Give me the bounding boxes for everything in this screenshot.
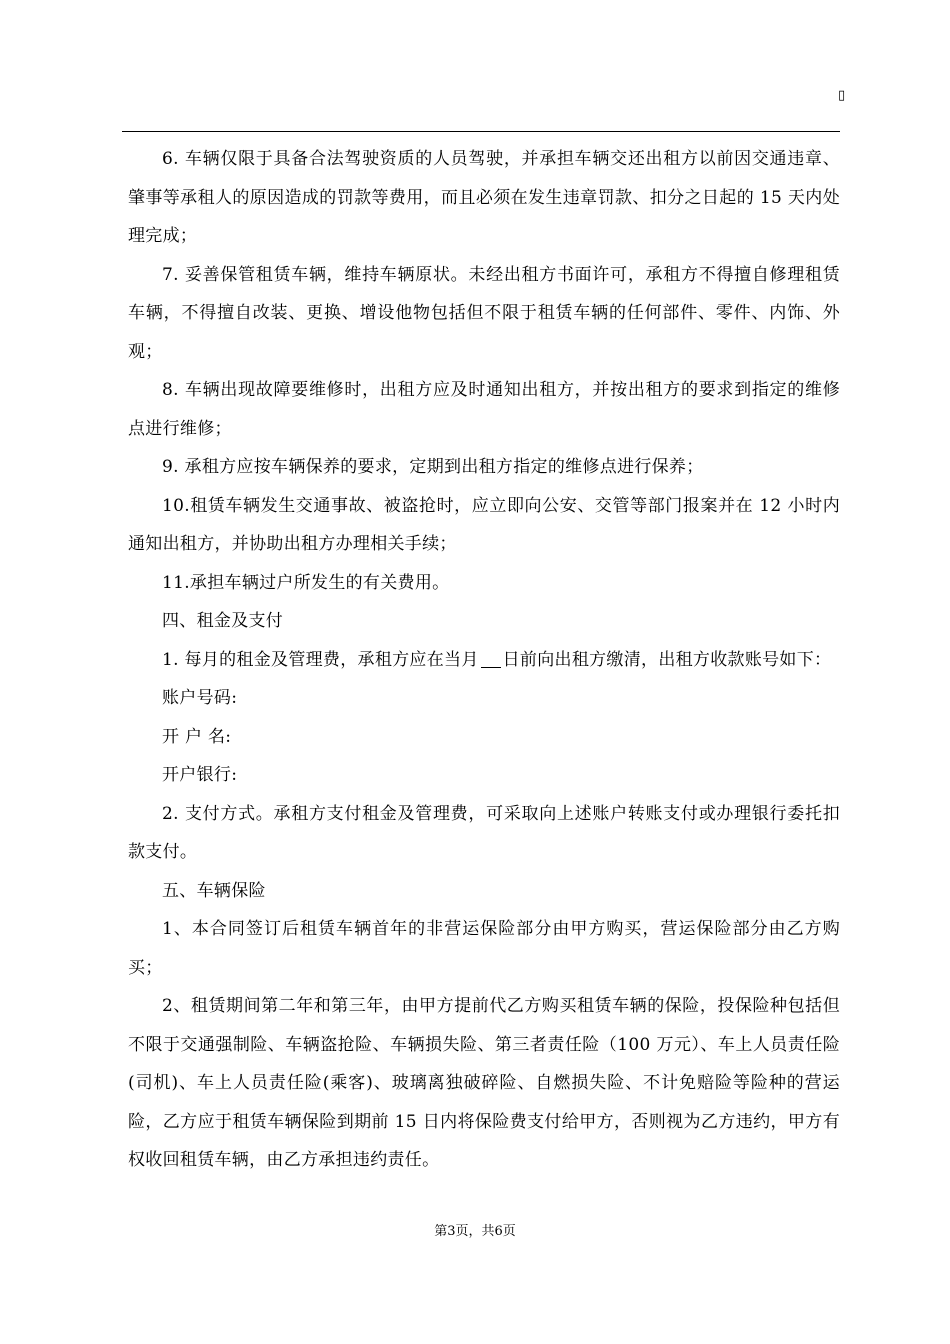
payment-clause-text-before: 1. 每月的租金及管理费，承租方应在当月 <box>162 649 479 670</box>
insurance-clause-2: 2、租赁期间第二年和第三年，由甲方提前代乙方购买租赁车辆的保险，投保险种包括但不限于交通强制险、车辆盗抢险、车辆损失险、第三者责任险（100 万元）、车上人员责任险(司机)、车上人员责任险(乘客)、玻璃离独破碎险、自燃损失险、不计免赔险等险种的营运险，乙方应于租赁车辆保险到期前 15 日内将保险费支付给甲方，否则视为乙方违约，甲方有权收回租赁车辆，由乙方承担违约责任。 <box>128 996 840 1170</box>
section-heading-insurance: 五、车辆保险 <box>162 880 266 901</box>
clause-10: 10.租赁车辆发生交通事故、被盗抢时，应立即向公安、交管等部门报案并在 12 小时内通知出租方，并协助出租方办理相关手续； <box>128 495 840 554</box>
clause-7: 7. 妥善保管租赁车辆，维持车辆原状。未经出租方书面许可，承租方不得擅自修理租赁车辆，不得擅自改装、更换、增设他物包括但不限于租赁车辆的任何部件、零件、内饰、外观； <box>128 264 840 362</box>
account-bank-label: 开户银行: <box>162 765 238 785</box>
clause-8: 8. 车辆出现故障要维修时，出租方应及时通知出租方，并按出租方的要求到指定的维修点进行维修； <box>128 380 840 439</box>
due-day-blank <box>481 649 501 668</box>
insurance-clause-1: 1、本合同签订后租赁车辆首年的非营运保险部分由甲方购买，营运保险部分由乙方购买； <box>128 919 840 978</box>
clause-6: 6. 车辆仅限于具备合法驾驶资质的人员驾驶，并承担车辆交还出租方以前因交通违章、肇事等承租人的原因造成的罚款等费用，而且必须在发生违章罚款、扣分之日起的 15 天内处理完成； <box>128 149 840 246</box>
document-body <box>128 140 840 1180</box>
clause-9: 9. 承租方应按车辆保养的要求，定期到出租方指定的维修点进行保养； <box>162 457 704 477</box>
account-name-label: 开 户 名: <box>162 726 232 747</box>
clause-11: 11.承担车辆过户所发生的有关费用。 <box>162 572 450 593</box>
page-header-mark: ▯ <box>838 88 846 103</box>
section-heading-rent: 四、租金及支付 <box>162 611 284 631</box>
payment-clause-1 <box>128 641 840 680</box>
payment-clause-text-after: 日前向出租方缴清，出租方收款账号如下： <box>502 649 832 670</box>
account-number-label: 账户号码: <box>162 688 238 708</box>
payment-method-clause: 2. 支付方式。承租方支付租金及管理费，可采取向上述账户转账支付或办理银行委托扣款支付。 <box>128 803 840 862</box>
page-footer: 第3页，共6页 <box>434 1224 516 1239</box>
header-rule <box>122 131 840 132</box>
